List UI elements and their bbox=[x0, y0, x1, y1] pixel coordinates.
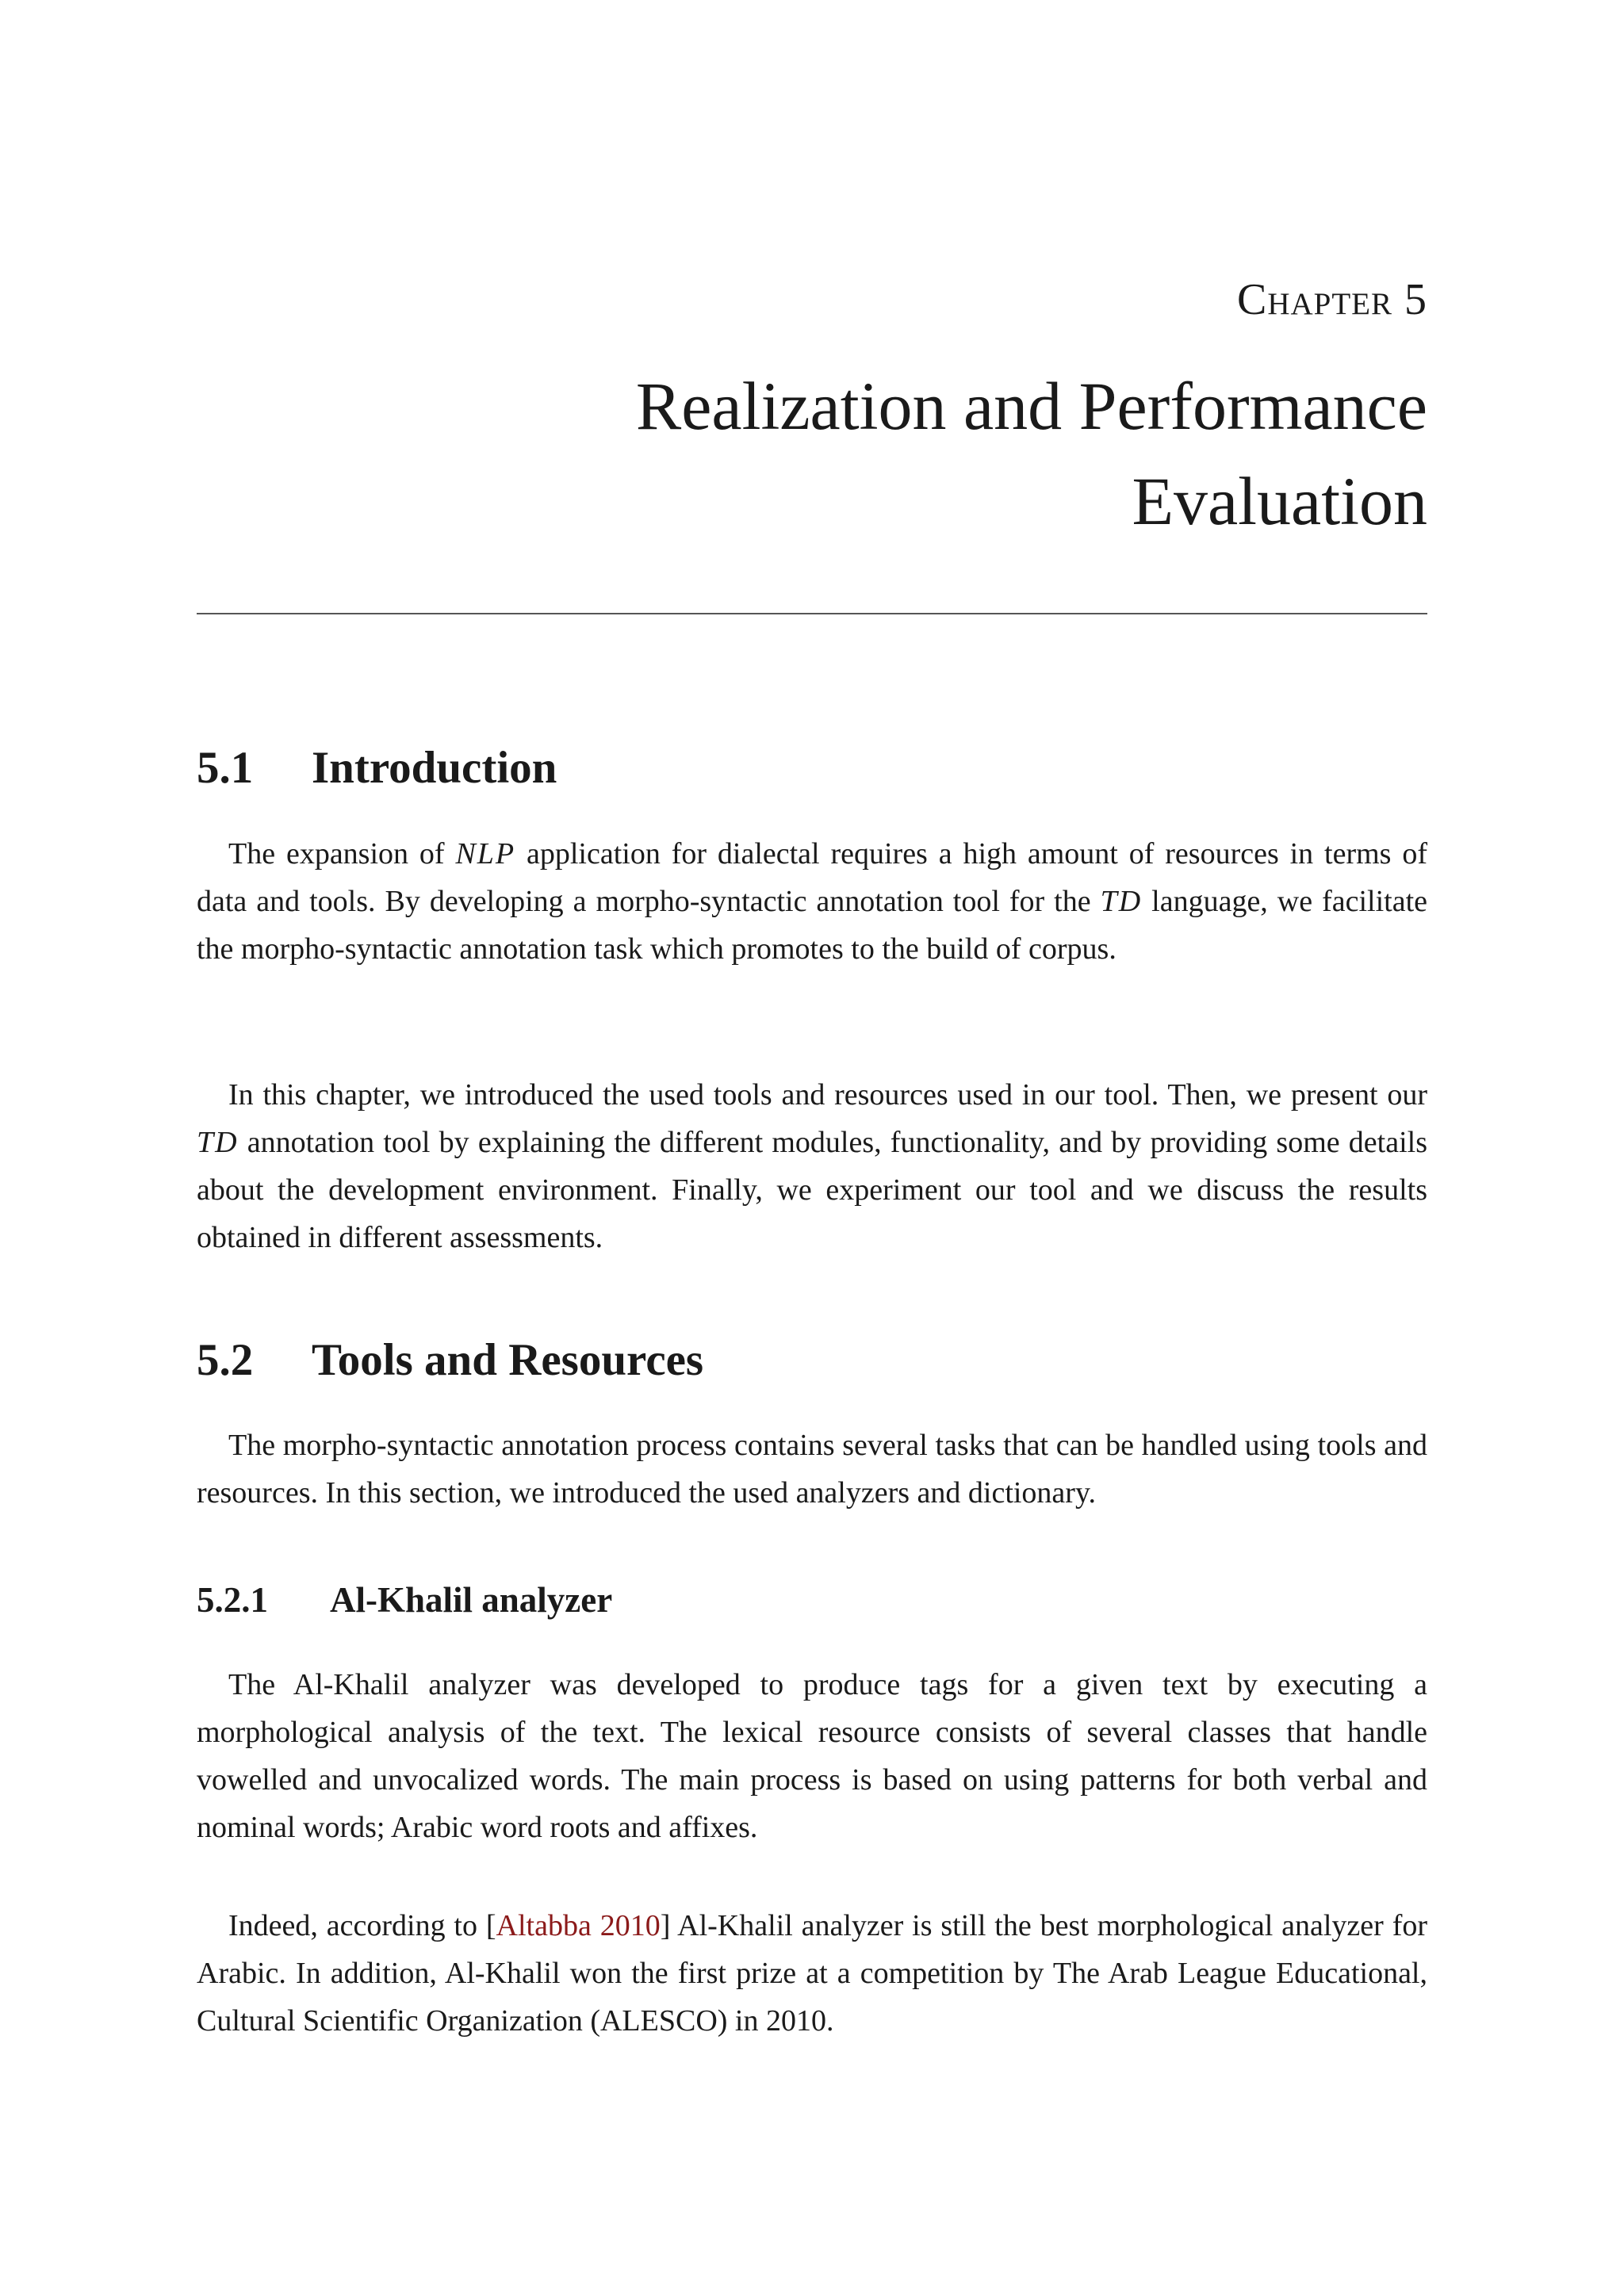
paragraph-al-khalil-2 bbox=[197, 1902, 1427, 2045]
section-number: 5.1 bbox=[197, 743, 254, 793]
text-run: In this chapter, we introduced the used tools and resources used in our tool. Then, we present our bbox=[228, 1078, 1427, 1112]
chapter-title-line-1: Realization and Performance bbox=[635, 368, 1427, 444]
page bbox=[197, 0, 1427, 2296]
section-heading-introduction bbox=[197, 743, 557, 793]
section-heading-tools-and-resources bbox=[197, 1337, 703, 1383]
math-td: TD bbox=[197, 1126, 239, 1159]
paragraph-al-khalil-1: The Al-Khalil analyzer was developed to produce tags for a given text by executing a morphological analysis of the text. The lexical resource consists of several classes that handle vowelled and unvocalized words. The main process is based on using patterns for both verbal and nominal words; Arabic word roots and affixes. bbox=[197, 1668, 1427, 1844]
chapter-title-line-2: Evaluation bbox=[1132, 463, 1427, 539]
citation-link-altabba-2010[interactable]: Altabba 2010 bbox=[496, 1909, 661, 1942]
paragraph-intro-2 bbox=[197, 1071, 1427, 1261]
text-run: Indeed, according to [ bbox=[228, 1909, 496, 1942]
text-run: annotation tool by explaining the different modules, functionality, and by providing some details about the development environment. Finally, we experiment our tool and we discuss the results obtained in different assessments. bbox=[197, 1126, 1427, 1254]
paragraph-intro-1 bbox=[197, 830, 1427, 973]
text-run: language, we facilitate the morpho-syntactic annotation task which promotes to the build of corpus. bbox=[197, 885, 1427, 966]
section-number: 5.2 bbox=[197, 1335, 254, 1385]
math-nlp: NLP bbox=[455, 837, 516, 871]
text-run: application for dialectal requires a high amount of resources in terms of data and tools. By developing a morpho-syntactic annotation tool for the bbox=[197, 837, 1428, 918]
section-title: Tools and Resources bbox=[312, 1335, 704, 1385]
text-run: The expansion of bbox=[228, 837, 456, 871]
math-td: TD bbox=[1100, 885, 1143, 918]
text-run: ] Al-Khalil analyzer is still the best morphological analyzer for Arabic. In addition, Al-Khalil won the first prize at a competition by The Arab League Educational, Cultural Scientific Organization (ALESCO) in 2010. bbox=[197, 1909, 1427, 2038]
subsection-number: 5.2.1 bbox=[197, 1580, 268, 1620]
subsection-title: Al-Khalil analyzer bbox=[330, 1580, 613, 1620]
chapter-label: Chapter 5 bbox=[1236, 275, 1427, 324]
paragraph-tools-1: The morpho-syntactic annotation process contains several tasks that can be handled using tools and resources. In this section, we introduced the used analyzers and dictionary. bbox=[197, 1429, 1427, 1510]
chapter-title bbox=[476, 358, 1427, 549]
subsection-heading-al-khalil-analyzer bbox=[197, 1582, 612, 1618]
section-title: Introduction bbox=[312, 743, 557, 793]
chapter-divider-rule bbox=[197, 613, 1427, 614]
